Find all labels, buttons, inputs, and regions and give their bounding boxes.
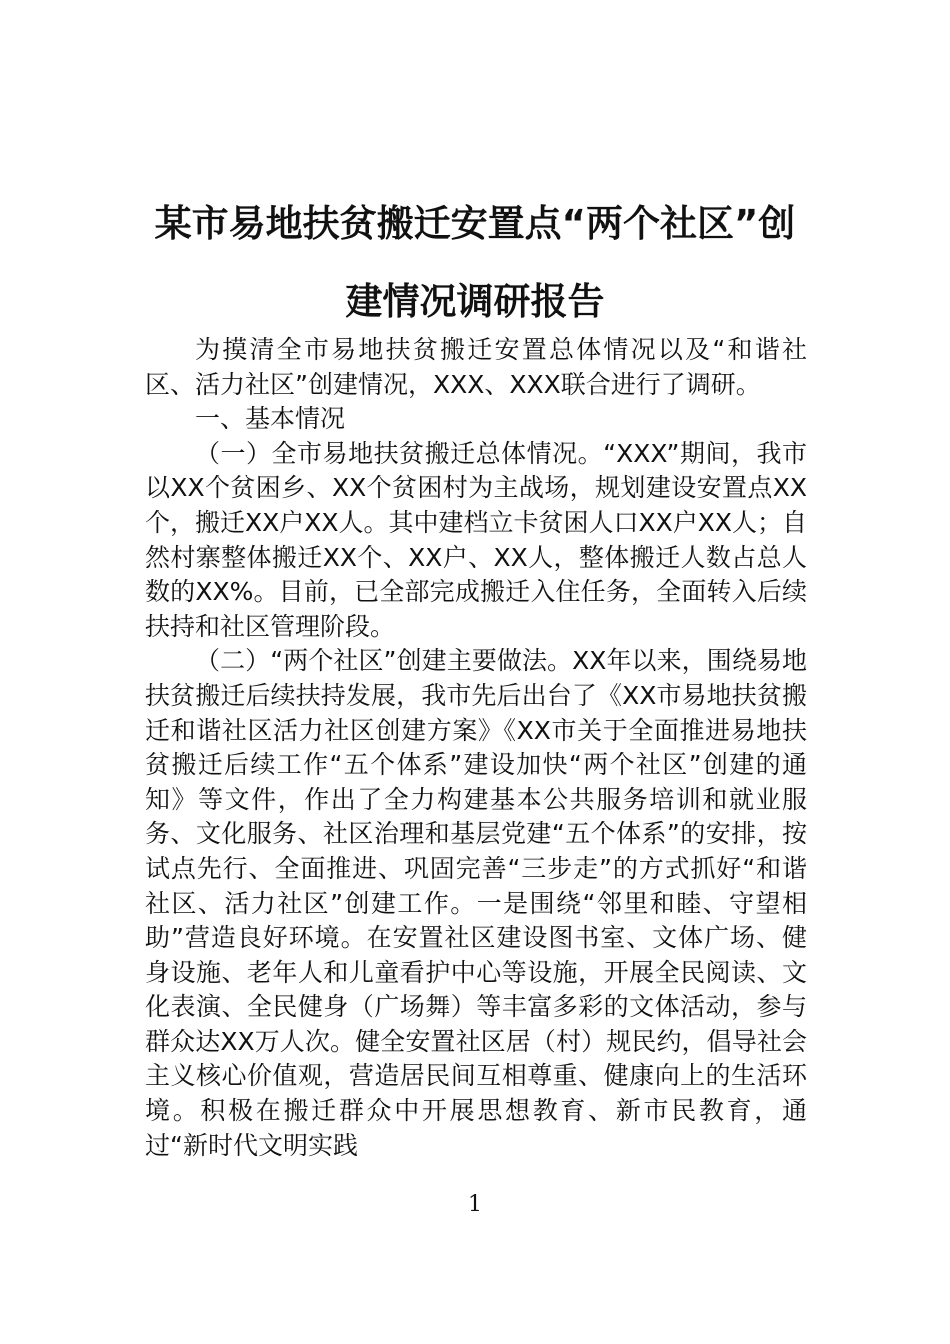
document-title: 某市易地扶贫搬迁安置点“两个社区”创建情况调研报告: [154, 201, 796, 323]
page-number: 1: [468, 1192, 482, 1217]
paragraph-intro: 为摸清全市易地扶贫搬迁安置总体情况以及“和谐社区、活力社区”创建情况，XXX、XXX联合进行了调研。: [145, 335, 807, 399]
paragraph-main-practices: （二）“两个社区”创建主要做法。XX年以来，围绕易地扶贫搬迁后续扶持发展，我市先后出台了《XX市易地扶贫搬迁和谐社区活力社区创建方案》《XX市关于全面推进易地扶贫搬迁后续工作“五个体系”建设加快“两个社区”创建的通知》等文件，作出了全力构建基本公共服务培训和就业服务、文化服务、社区治理和基层党建“五个体系”的安排，按试点先行、全面推进、巩固完善“三步走”的方式抓好“和谐社区、活力社区”创建工作。一是围绕“邻里和睦、守望相助”营造良好环境。在安置社区建设图书室、文体广场、健身设施、老年人和儿童看护中心等设施，开展全民阅读、文化表演、全民健身（广场舞）等丰富多彩的文体活动，参与群众达XX万人次。健全安置社区居（村）规民约，倡导社会主义核心价值观，营造居民间互相尊重、健康向上的生活环境。积极在搬迁群众中开展思想教育、新市民教育，通过“新时代文明实践: [145, 646, 807, 1160]
section-heading-basic-situation: 一、基本情况: [195, 404, 346, 434]
document-body: [145, 333, 807, 1163]
paragraph-overall-situation: （一）全市易地扶贫搬迁总体情况。“XXX”期间，我市以XX个贫困乡、XX个贫困村为主战场，规划建设安置点XX个，搬迁XX户XX人。其中建档立卡贫困人口XX户XX人；自然村寨整体搬迁XX个、XX户、XX人，整体搬迁人数占总人数的XX%。目前，已全部完成搬迁入住任务，全面转入后续扶持和社区管理阶段。: [145, 438, 808, 641]
